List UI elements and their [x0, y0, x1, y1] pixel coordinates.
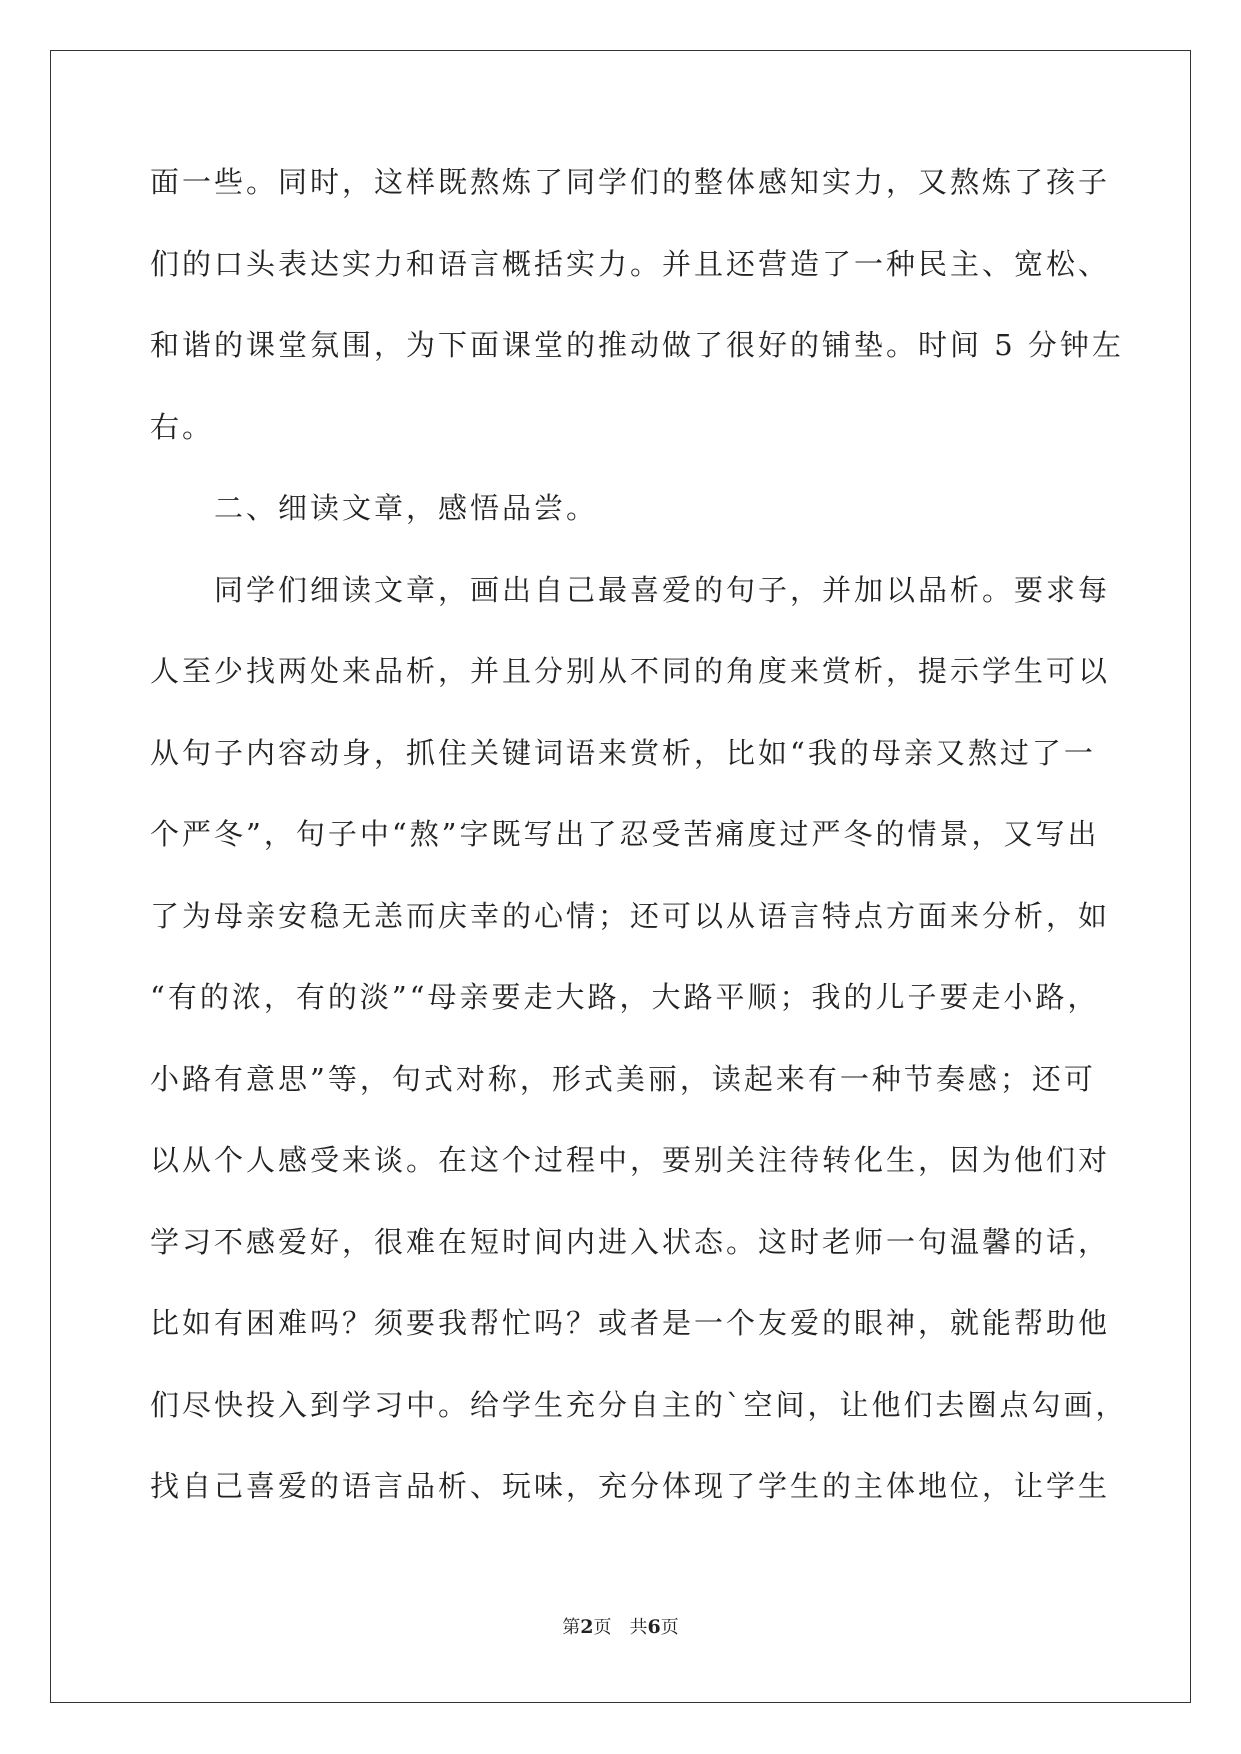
total-prefix: 共	[629, 1617, 648, 1638]
text-line: 个严冬”，句子中“熬”字既写出了忍受苦痛度过严冬的情景，又写出	[150, 817, 1100, 851]
total-suffix: 页	[660, 1617, 679, 1638]
text-line: 右。	[150, 409, 215, 444]
text-line: 了为母亲安稳无恙而庆幸的心情；还可以从语言特点方面来分析，如	[150, 898, 1111, 933]
page-suffix: 页	[593, 1617, 612, 1638]
text-line: 小路有意思”等，句式对称，形式美丽，读起来有一种节奏感；还可	[150, 1061, 1096, 1096]
text-line: 人至少找两处来品析，并且分别从不同的角度来赏析，提示学生可以	[150, 654, 1111, 688]
text-line: 比如有困难吗？须要我帮忙吗？或者是一个友爱的眼神，就能帮助他	[150, 1306, 1111, 1340]
text-line: 面一些。同时，这样既熬炼了同学们的整体感知实力，又熬炼了孩子	[150, 165, 1111, 199]
document-body	[150, 155, 1128, 1541]
text-line: 和谐的课堂氛围，为下面课堂的推动做了很好的铺垫。时间 5 分钟左	[150, 328, 1124, 362]
text-line: 们的口头表达实力和语言概括实力。并且还营造了一种民主、宽松、	[150, 246, 1111, 281]
page-prefix: 第	[562, 1617, 581, 1638]
text-line: 们尽快投入到学习中。给学生充分自主的`空间，让他们去圈点勾画，	[150, 1387, 1128, 1422]
text-line: 找自己喜爱的语言品析、玩味，充分体现了学生的主体地位，让学生	[150, 1469, 1111, 1503]
page-footer	[0, 1613, 1241, 1639]
current-page-number: 2	[580, 1616, 594, 1638]
text-line: “有的浓，有的淡”“母亲要走大路，大路平顺；我的儿子要走小路，	[150, 980, 1100, 1014]
text-line: 从句子内容动身，抓住关键词语来赏析，比如“我的母亲又熬过了一	[150, 735, 1096, 770]
text-line: 以从个人感受来谈。在这个过程中，要别关注待转化生，因为他们对	[150, 1143, 1111, 1177]
text-line: 同学们细读文章，画出自己最喜爱的句子，并加以品析。要求每	[150, 572, 1111, 607]
total-page-number: 6	[647, 1616, 661, 1638]
section-heading: 二、细读文章，感悟品尝。	[150, 491, 599, 525]
text-line: 学习不感爱好，很难在短时间内进入状态。这时老师一句温馨的话，	[150, 1224, 1111, 1259]
